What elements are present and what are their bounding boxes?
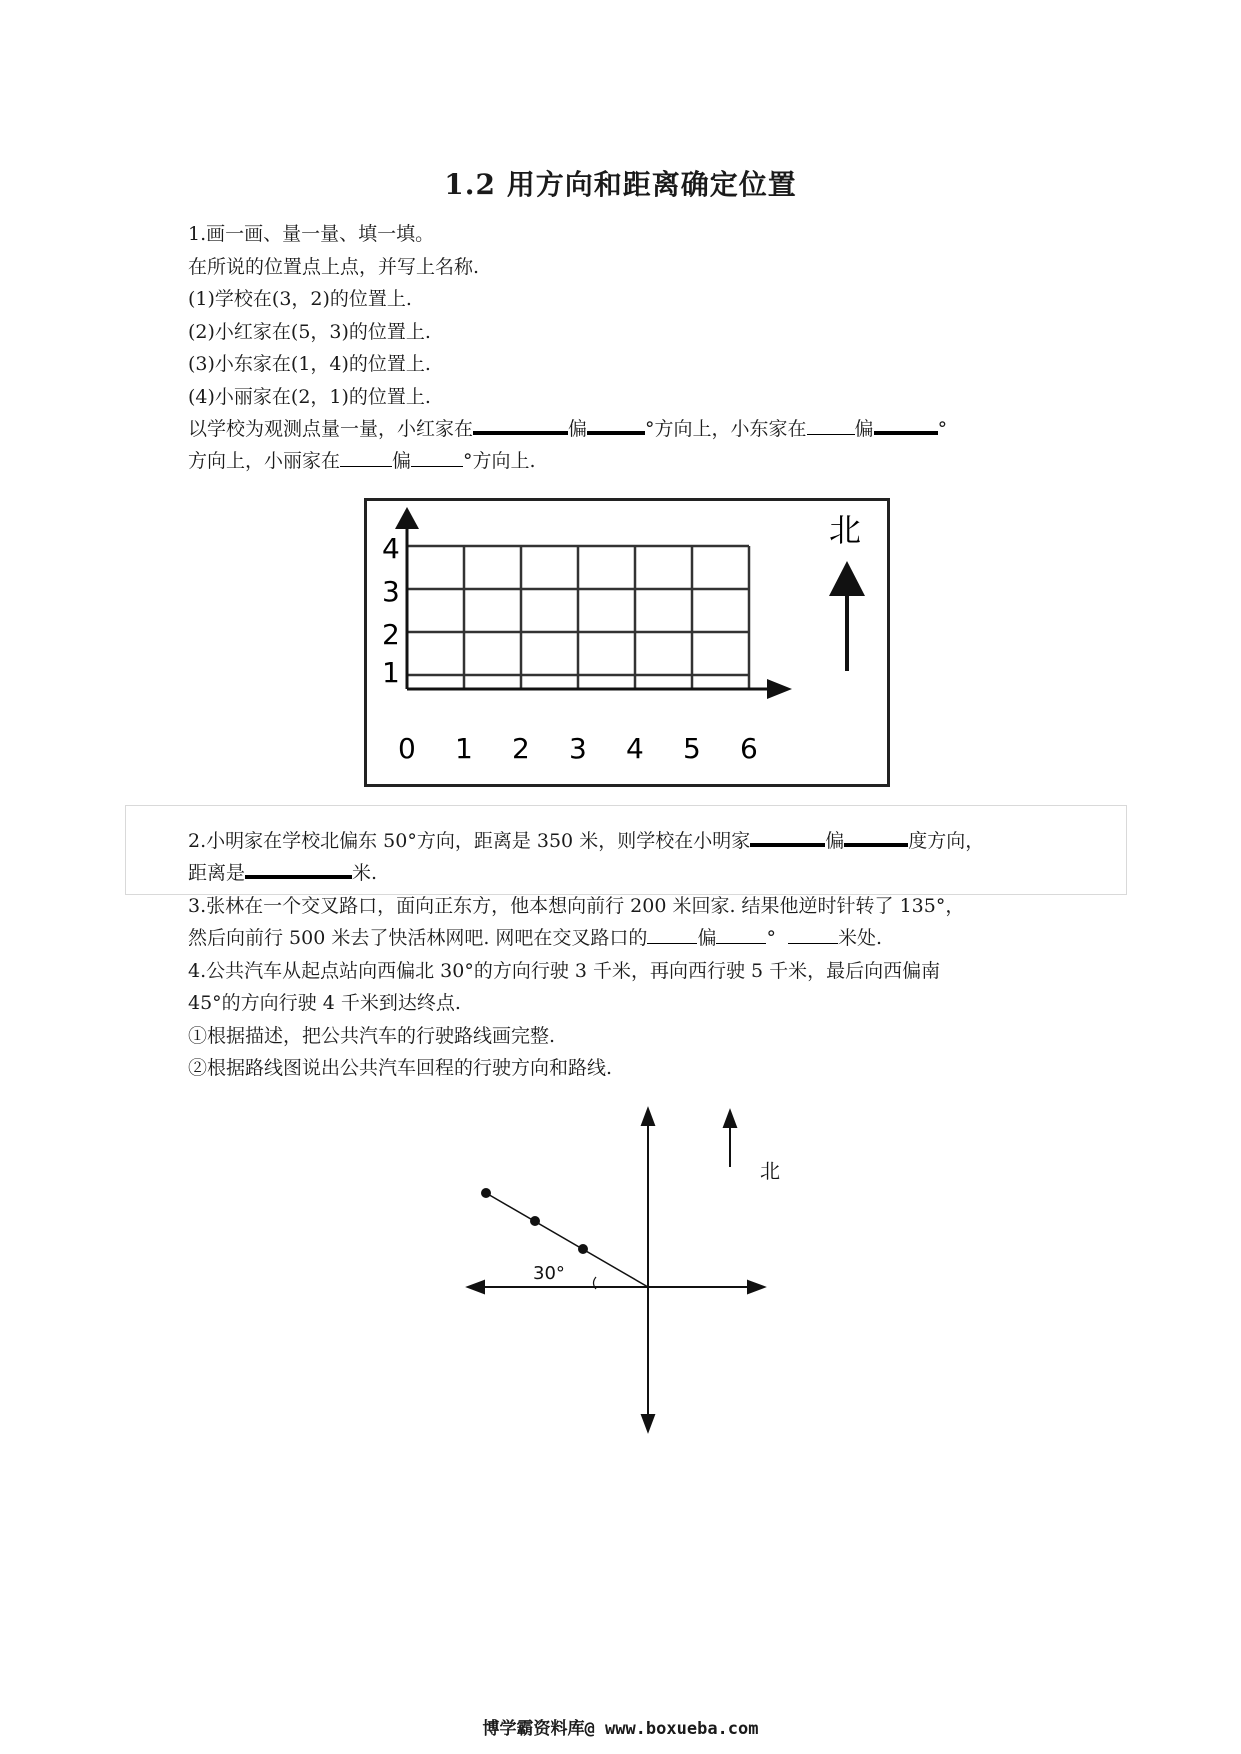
q4-line-1: 4.公共汽车从起点站向西偏北 30°的方向行驶 3 千米，再向西行驶 5 千米，最后向西偏南 [188, 960, 941, 982]
x-tick-label: 6 [740, 732, 758, 765]
q1-measure-text-c: 方向上，小丽家在 [188, 450, 341, 472]
answer-blank[interactable] [716, 927, 766, 944]
q4-line-2: 45°的方向行驶 4 千米到达终点. [188, 992, 461, 1014]
axis-arrow-down-icon [642, 1415, 654, 1431]
x-axis-arrow-icon [767, 679, 792, 699]
q1-instruction: 在所说的位置点上点，并写上名称. [188, 256, 480, 278]
y-tick-label: 4 [382, 532, 400, 565]
route-diagram [460, 1105, 780, 1435]
q1-item-4: (4)小丽家在(2，1)的位置上. [188, 386, 431, 408]
answer-blank[interactable] [587, 417, 645, 435]
q2-text-c: 距离是 [188, 862, 246, 884]
q3-text-a: 然后向前行 500 米去了快活林网吧. 网吧在交叉路口的 [188, 927, 648, 949]
q1-measure-text-d: °方向上. [463, 450, 536, 472]
q1-item-1: (1)学校在(3，2)的位置上. [188, 288, 412, 310]
answer-blank[interactable] [788, 927, 838, 944]
q2-text-a: 2.小明家在学校北偏东 50°方向，距离是 350 米，则学校在小明家 [188, 830, 751, 852]
q2-line-2 [188, 860, 377, 886]
pian-text: 偏 [568, 418, 588, 440]
y-tick-label: 1 [382, 656, 400, 689]
page-title: 1.2 用方向和距离确定位置 [444, 168, 797, 201]
answer-blank[interactable] [411, 450, 463, 467]
answer-blank[interactable] [473, 417, 568, 435]
q1-measure-line-2 [188, 448, 536, 474]
answer-blank[interactable] [807, 418, 855, 435]
pian-text: 偏 [392, 450, 412, 472]
y-axis-arrow-icon [395, 507, 419, 529]
axis-arrow-left-icon [468, 1281, 484, 1293]
answer-blank[interactable] [647, 927, 697, 944]
q1-measure-line-1 [188, 416, 947, 442]
coordinate-grid-frame [364, 498, 890, 787]
y-tick-label: 3 [382, 575, 400, 608]
pian-text: 偏 [825, 830, 845, 852]
answer-blank[interactable] [750, 829, 825, 847]
x-tick-label: 3 [569, 732, 587, 765]
q2-line-1 [188, 828, 984, 854]
north-label: 北 [760, 1159, 780, 1183]
x-tick-label: 5 [683, 732, 701, 765]
north-arrow-icon [829, 561, 865, 596]
q1-measure-text-a: 以学校为观测点量一量，小红家在 [188, 418, 474, 440]
degree-text: ° [766, 927, 776, 949]
q3-text-b: 米处. [837, 927, 882, 949]
axis-arrow-right-icon [748, 1281, 764, 1293]
q1-item-3: (3)小东家在(1，4)的位置上. [188, 353, 431, 375]
coordinate-grid [367, 501, 887, 784]
q1-item-2: (2)小红家在(5，3)的位置上. [188, 321, 431, 343]
q3-line-1: 3.张林在一个交叉路口，面向正东方，他本想向前行 200 米回家. 结果他逆时针转了 135°， [188, 895, 965, 917]
pian-text: 偏 [697, 927, 717, 949]
answer-blank[interactable] [340, 450, 392, 467]
route-point [531, 1217, 539, 1225]
x-tick-label: 0 [398, 732, 416, 765]
q1-heading: 1.画一画、量一量、填一填。 [188, 223, 435, 245]
route-point [579, 1245, 587, 1253]
answer-blank[interactable] [874, 417, 938, 435]
q3-line-2 [188, 925, 882, 951]
route-segment-1 [486, 1193, 648, 1287]
route-point [482, 1189, 490, 1197]
q2-text-d: 米. [352, 862, 378, 884]
footer-watermark: 博学霸资料库@ www.boxueba.com [482, 1719, 759, 1739]
answer-blank[interactable] [245, 861, 352, 879]
x-tick-label: 4 [626, 732, 644, 765]
q4-sub-2: ②根据路线图说出公共汽车回程的行驶方向和路线. [188, 1057, 613, 1079]
axis-arrow-up-icon [642, 1109, 654, 1125]
y-tick-label: 2 [382, 618, 400, 651]
answer-blank[interactable] [844, 829, 908, 847]
north-label: 北 [829, 511, 862, 549]
q2-text-b: 度方向， [908, 830, 985, 852]
north-arrow-icon [724, 1111, 736, 1127]
x-tick-label: 2 [512, 732, 530, 765]
angle-label: 30° [533, 1263, 565, 1284]
x-tick-label: 1 [455, 732, 473, 765]
q1-measure-text-b: °方向上，小东家在 [645, 418, 807, 440]
pian-text: 偏 [854, 418, 874, 440]
q4-sub-1: ①根据描述，把公共汽车的行驶路线画完整. [188, 1025, 556, 1047]
degree-text: ° [937, 418, 948, 440]
